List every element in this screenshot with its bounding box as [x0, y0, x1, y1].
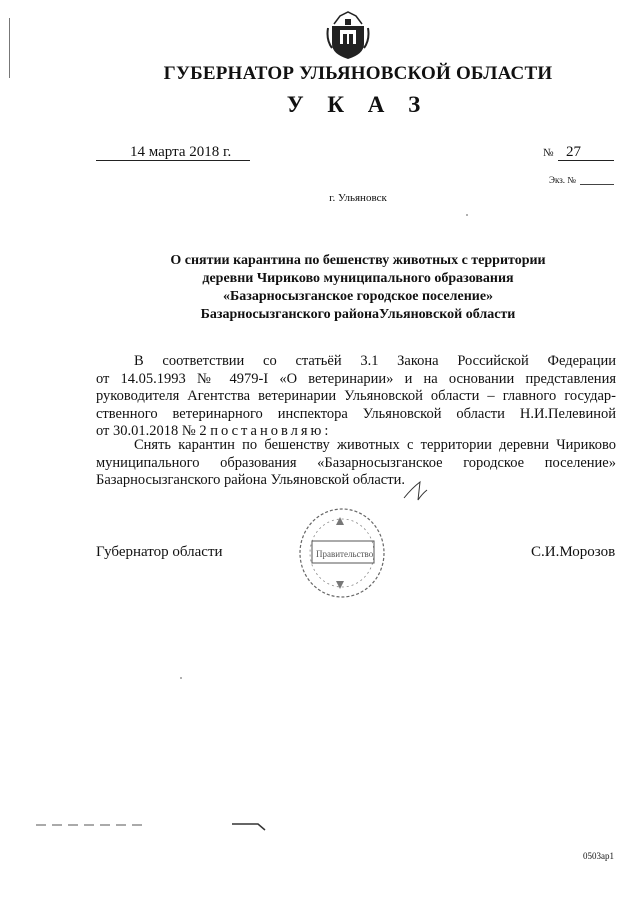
- subject-line: О снятии карантина по бешенству животных с территории: [170, 253, 546, 268]
- signatory-name: С.И.Морозов: [531, 544, 616, 560]
- date-underline: [96, 160, 250, 161]
- body-line: ственного ветеринарного инспектора Ульяновской области Н.И.Пелевиной: [96, 405, 616, 422]
- copy-number-underline: [580, 184, 614, 185]
- body-paragraph-2: [96, 437, 616, 490]
- handwritten-mark: [400, 478, 430, 504]
- governor-title: ГУБЕРНАТОР УЛЬЯНОВСКОЙ ОБЛАСТИ: [163, 63, 553, 84]
- body-line: Базарносызганского района Ульяновской области.: [96, 472, 405, 488]
- scan-dash-mark: [36, 823, 146, 827]
- pen-stroke-mark: [232, 820, 266, 834]
- decree-subject: [120, 252, 596, 324]
- signatory-title: Губернатор области: [96, 544, 223, 560]
- body-line: от 14.05.1993 № 4979-I «О ветеринарии» и на основании представления: [96, 370, 616, 387]
- subject-line: «Базарносызганское городское поселение»: [222, 289, 494, 304]
- form-code: 0503ap1: [583, 851, 614, 861]
- decree-verb-spaced: постановляю:: [210, 423, 332, 439]
- body-text-fragment: от 30.01.2018 № 2: [96, 423, 211, 439]
- body-line: руководителя Агентства ветеринарии Ульяновской области – главного государ-: [96, 388, 616, 404]
- decree-date: 14 марта 2018 г.: [130, 144, 232, 160]
- body-line: В соответствии со статьёй 3.1 Закона Российской Федерации: [134, 353, 616, 369]
- body-line: муниципального образования «Базарносызганское городское поселение»: [96, 454, 616, 471]
- decree-title: У К А З: [286, 92, 430, 117]
- seal-text: Правительство: [316, 549, 374, 559]
- scan-dot: [180, 677, 182, 679]
- number-underline: [558, 160, 614, 161]
- body-paragraph-1: [96, 353, 616, 441]
- decree-number: 27: [566, 144, 581, 160]
- city-name: г. Ульяновск: [329, 192, 387, 204]
- subject-line: Базарносызганского районаУльяновской области: [200, 307, 516, 322]
- body-line: Снять карантин по бешенству животных с территории деревни Чириково: [134, 437, 616, 453]
- coat-of-arms-emblem: [326, 10, 370, 60]
- official-seal: [296, 505, 388, 601]
- number-sign: №: [543, 147, 554, 159]
- copy-number-label: Экз. №: [549, 175, 576, 185]
- scan-dot: [466, 214, 468, 216]
- subject-line: деревни Чириково муниципального образования: [202, 271, 514, 286]
